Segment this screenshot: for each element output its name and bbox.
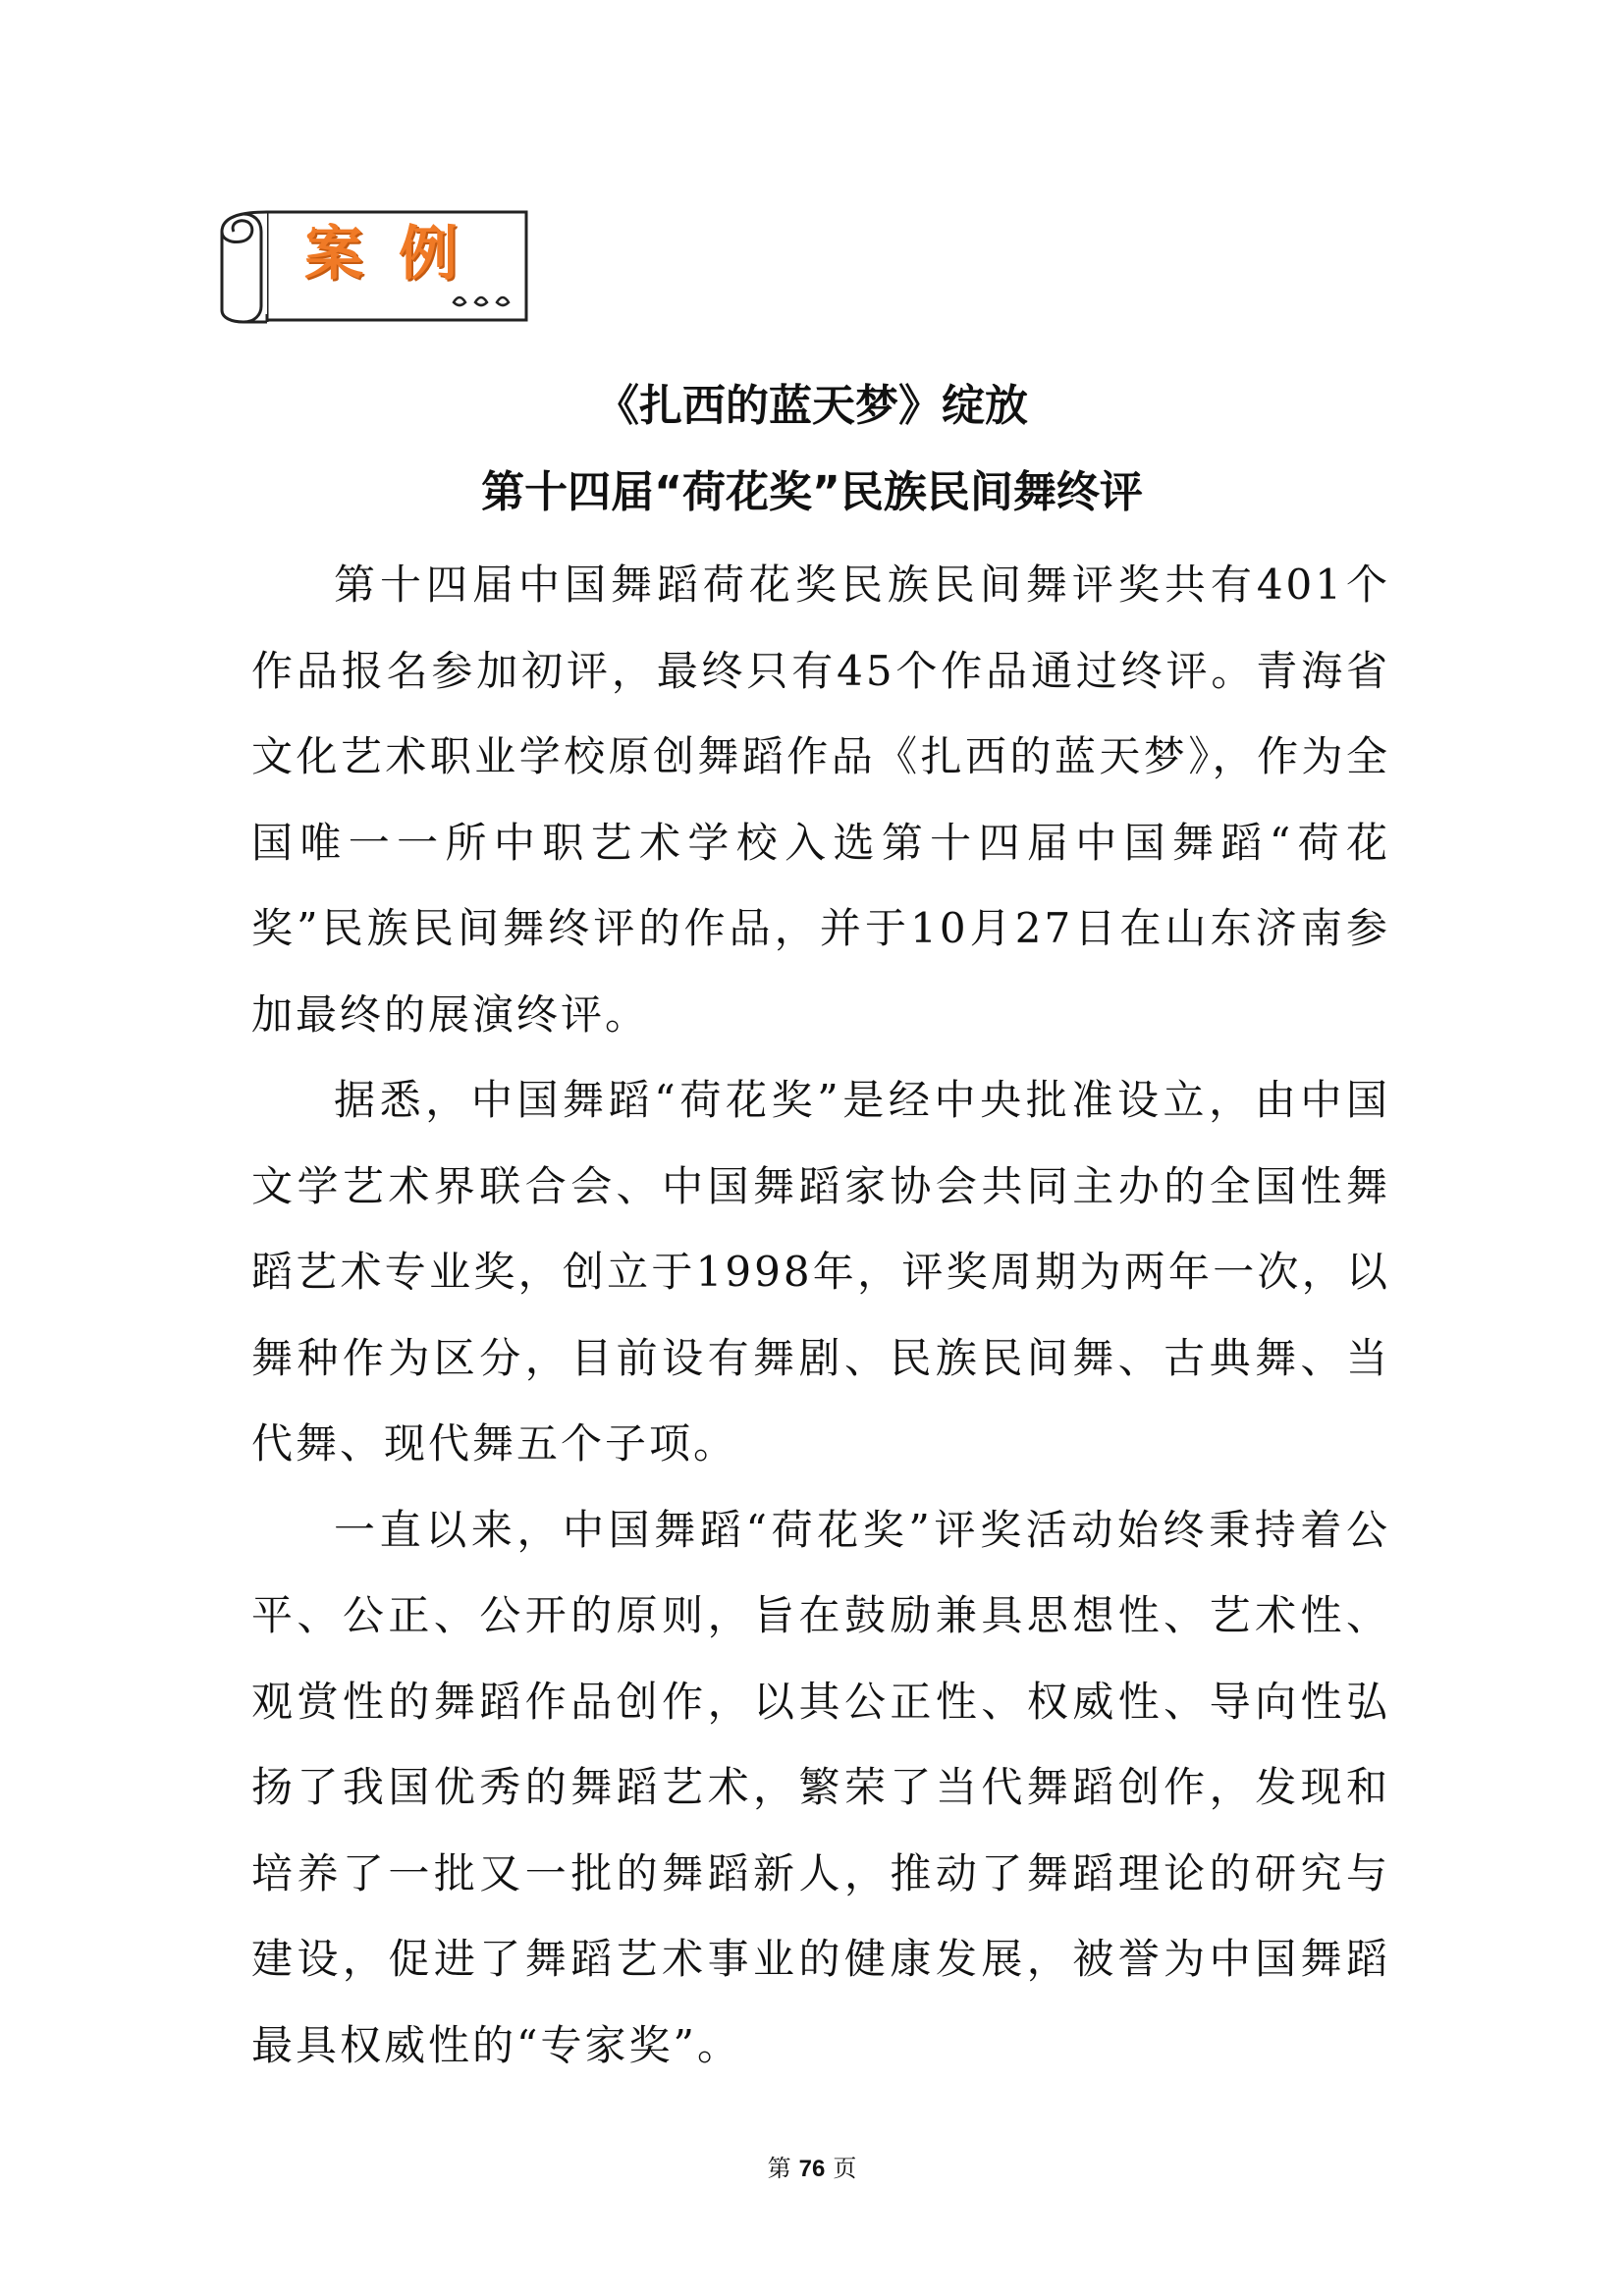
page-label-prefix: 第 xyxy=(767,2155,791,2182)
article-title: 《扎西的蓝天梦》绽放 xyxy=(596,381,1028,431)
page-label-suffix: 页 xyxy=(833,2155,857,2182)
paragraph: 一直以来，中国舞蹈“荷花奖”评奖活动始终秉持着公平、公正、公开的原则，旨在鼓励兼具思想性、艺术性、观赏性的舞蹈作品创作，以其公正性、权威性、导向性弘扬了我国优秀的舞蹈艺术，繁荣了当代舞蹈创作，发现和培养了一批又一批的舞蹈新人，推动了舞蹈理论的研究与建设，促进了舞蹈艺术事业的健康发展，被誉为中国舞蹈最具权威性的“专家奖”。 xyxy=(251,1505,1390,2069)
page-number: 76 xyxy=(798,2156,826,2182)
article-body xyxy=(251,542,1390,2088)
banner-label: 案例 xyxy=(304,220,493,289)
article-subtitle: 第十四届“荷花奖”民族民间舞终评 xyxy=(481,467,1143,517)
paragraph: 据悉，中国舞蹈“荷花奖”是经中央批准设立，由中国文学艺术界联合会、中国舞蹈家协会共同主办的全国性舞蹈艺术专业奖，创立于1998年，评奖周期为两年一次，以舞种作为区分，目前设有舞剧、民族民间舞、古典舞、当代舞、现代舞五个子项。 xyxy=(251,1076,1390,1468)
paragraph: 第十四届中国舞蹈荷花奖民族民间舞评奖共有401个作品报名参加初评，最终只有45个作品通过终评。青海省文化艺术职业学校原创舞蹈作品《扎西的蓝天梦》，作为全国唯一一所中职艺术学校入选第十四届中国舞蹈“荷花奖”民族民间舞终评的作品，并于10月27日在山东济南参加最终的展演终评。 xyxy=(251,561,1390,1039)
case-banner xyxy=(218,204,530,326)
page-footer xyxy=(0,2154,1624,2184)
